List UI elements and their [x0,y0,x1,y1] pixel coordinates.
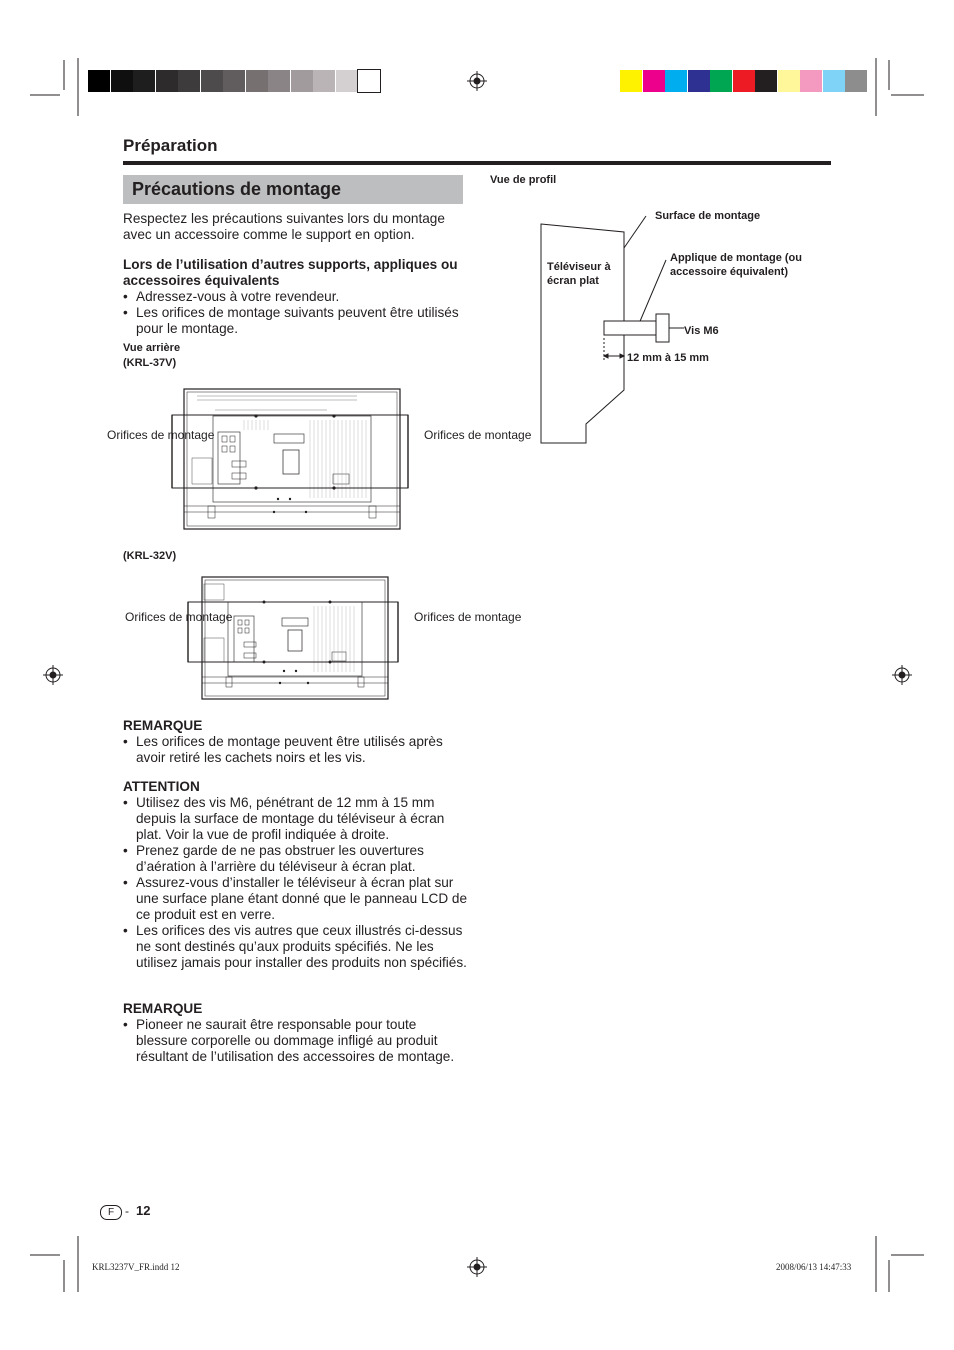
subheading: Lors de l’utilisation d’autres supports, appliques ou accessoires équivalents [123,257,458,288]
bullet-list [123,289,468,337]
gray-swatch [246,70,268,92]
list-item: • Adressez-vous à votre revendeur. [123,289,468,305]
registration-mark-icon [43,665,63,685]
registration-mark-icon [467,71,487,91]
page-number: 12 [136,1203,151,1218]
depth-label: 12 mm à 15 mm [627,352,709,364]
color-swatch [710,70,732,92]
list-item: • Les orifices des vis autres que ceux illustrés ci-dessus ne sont destinés qu’aux produits spécifiés. Ne les utilisez jamais pour installer des produits non spécifiés. [123,923,468,971]
color-swatch [755,70,777,92]
remark-list [123,1017,468,1065]
section-title: Préparation [123,136,218,155]
gray-swatch [88,70,110,92]
intro-text: Respectez les précautions suivantes lors du montage avec un accessoire comme le support en option. [123,211,445,242]
color-swatch [800,70,822,92]
rear-view-diagram-37 [170,388,412,531]
gray-swatch [313,70,335,92]
profile-view-title: Vue de profil [490,174,557,186]
attention-list [123,795,468,971]
list-item: • Utilisez des vis M6, pénétrant de 12 mm à 15 mm depuis la surface de montage du téléviseur à écran plat. Voir la vue de profil indiquée à droite. [123,795,468,843]
gray-swatch [133,70,155,92]
page-title: Précautions de montage [132,179,342,199]
gray-swatch [358,70,380,92]
remark-title: REMARQUE [123,718,203,733]
gray-swatch [111,70,133,92]
gray-swatch [178,70,200,92]
color-swatch [778,70,800,92]
registration-mark-icon [892,665,912,685]
color-swatch [688,70,710,92]
language-badge: F [100,1205,122,1220]
list-item: • Les orifices de montage suivants peuvent être utilisés pour le montage. [123,305,468,337]
gray-swatch [156,70,178,92]
model-label-37: (KRL-37V) [123,357,177,369]
gray-swatch [223,70,245,92]
file-name: KRL3237V_FR.indd 12 [92,1262,180,1272]
list-item: • Pioneer ne saurait être responsable pour toute blessure corporelle ou dommage infligé au produit résultant de l’utilisation des accessoires de montage. [123,1017,468,1065]
mounting-holes-label: Orifices de montage [107,428,215,442]
mounting-holes-label: Orifices de montage [125,610,233,624]
gray-swatch [291,70,313,92]
gray-swatch [201,70,223,92]
bracket-label: Applique de montage (ou accessoire équivalent) [670,252,802,278]
color-swatch [733,70,755,92]
page-dash: - [125,1204,129,1218]
list-item: • Assurez-vous d’installer le téléviseur à écran plat sur une surface plane étant donné que le panneau LCD de ce produit est en verre. [123,875,468,923]
screw-label: Vis M6 [684,325,719,337]
print-date: 2008/06/13 14:47:33 [776,1262,852,1272]
color-swatch [845,70,867,92]
mounting-holes-label: Orifices de montage [424,428,532,442]
rear-view-label: Vue arrière [123,342,181,354]
header-rule [123,161,831,165]
heading-box [123,175,463,204]
mounting-holes-label: Orifices de montage [414,610,522,624]
model-label-32: (KRL-32V) [123,550,177,562]
color-swatch [620,70,642,92]
remark-title: REMARQUE [123,1001,203,1016]
list-item: • Prenez garde de ne pas obstruer les ouvertures d’aération à l’arrière du téléviseur à écran plat. [123,843,468,875]
color-swatch [643,70,665,92]
gray-swatch [268,70,290,92]
remark-list [123,734,468,766]
flat-tv-label: Téléviseur à écran plat [547,261,611,287]
mounting-surface-label: Surface de montage [655,210,761,222]
registration-mark-icon [467,1257,487,1277]
color-swatch [823,70,845,92]
rear-view-diagram-32 [184,576,402,701]
gray-swatch [336,70,358,92]
attention-title: ATTENTION [123,779,200,794]
list-item: • Les orifices de montage peuvent être utilisés après avoir retiré les cachets noirs et les vis. [123,734,468,766]
color-swatch [665,70,687,92]
